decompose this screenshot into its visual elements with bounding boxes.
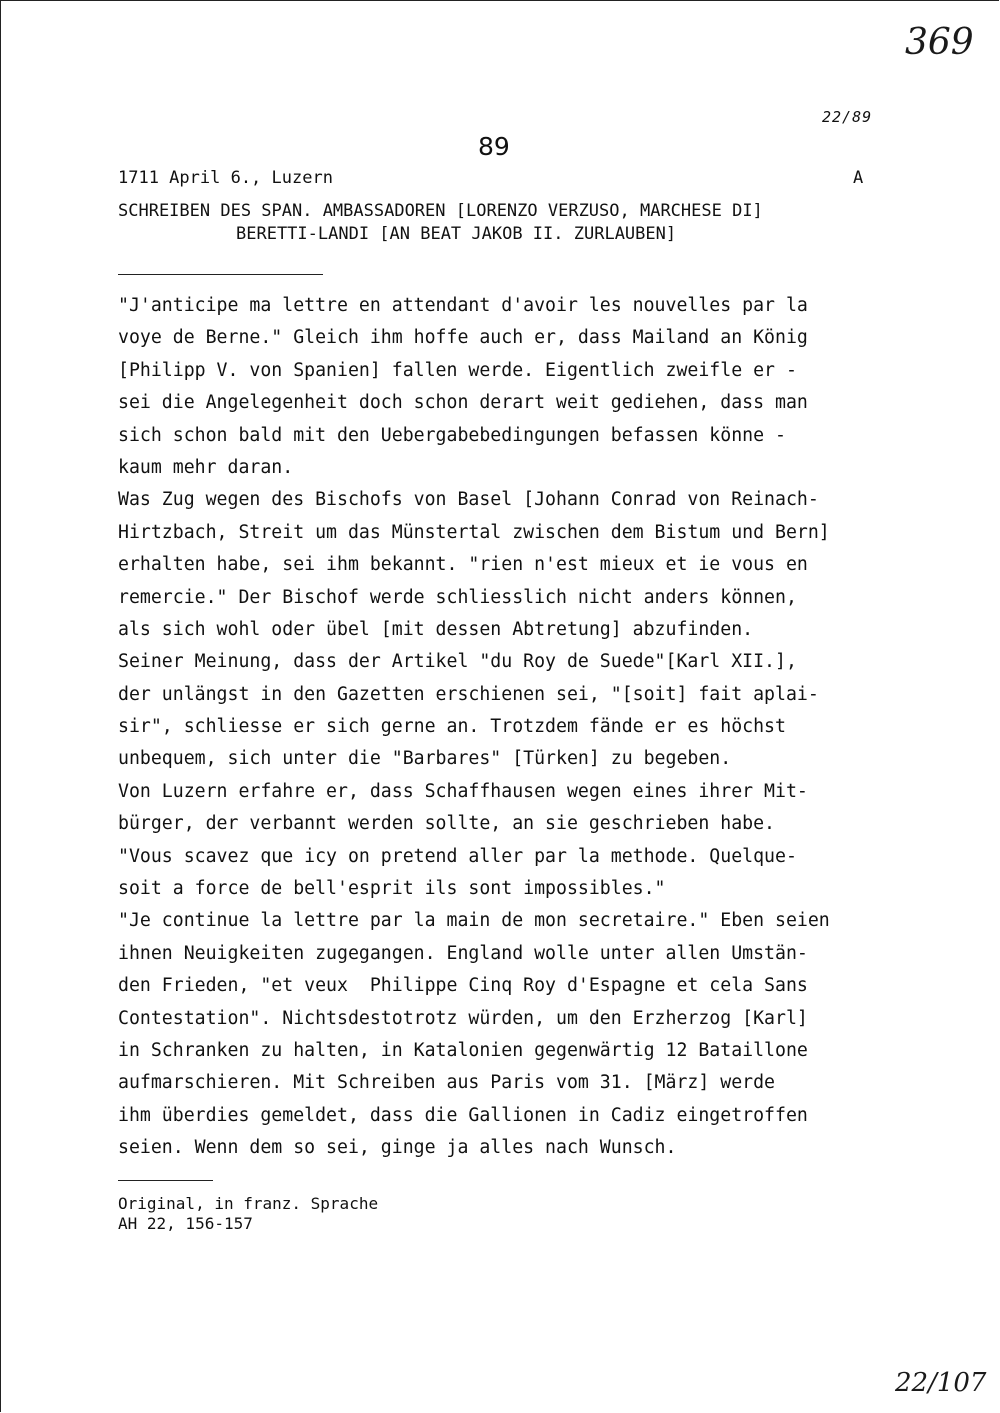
text-line: Hirtzbach, Streit um das Münstertal zwischen dem Bistum und Bern] (118, 521, 830, 543)
text-line: bürger, der verbannt werden sollte, an sie geschrieben habe. (118, 813, 775, 835)
text-line: sei die Angelegenheit doch schon derart weit gediehen, dass man (118, 392, 808, 414)
footnote-separator (118, 1180, 213, 1181)
source-note-archive-ref: AH 22, 156-157 (118, 1214, 253, 1233)
date-place: 1711 April 6., Luzern (118, 168, 333, 188)
source-note-original: Original, in franz. Sprache (118, 1194, 379, 1213)
text-line: seien. Wenn dem so sei, ginge ja alles nach Wunsch. (118, 1137, 677, 1159)
source-notes (118, 1194, 378, 1234)
text-line: Contestation". Nichtsdestotrotz würden, um den Erzherzog [Karl] (118, 1007, 808, 1029)
text-line: Von Luzern erfahre er, dass Schaffhausen wegen eines ihrer Mit- (118, 780, 808, 802)
header-separator (118, 274, 323, 275)
text-line: remercie." Der Bischof werde schliesslich nicht anders können, (118, 586, 797, 608)
text-line: kaum mehr daran. (118, 456, 294, 478)
text-line: aufmarschieren. Mit Schreiben aus Paris vom 31. [März] werde (118, 1072, 775, 1094)
file-reference: 22/89 (822, 108, 873, 126)
text-line: unbequem, sich unter die "Barbares" [Türken] zu begeben. (118, 748, 732, 770)
document-title-line-2: BERETTI-LANDI [AN BEAT JAKOB II. ZURLAUBEN] (236, 224, 677, 244)
letter-summary (118, 290, 898, 1165)
text-line: als sich wohl oder übel [mit dessen Abtretung] abzufinden. (118, 618, 754, 640)
text-line: "Vous scavez que icy on pretend aller par la methode. Quelque- (118, 845, 797, 867)
text-line: sich schon bald mit den Uebergabebedingungen befassen könne - (118, 424, 786, 446)
text-line: Seiner Meinung, dass der Artikel "du Roy de Suede"[Karl XII.], (118, 651, 797, 673)
text-line: "J'anticipe ma lettre en attendant d'avoir les nouvelles par la (118, 295, 808, 316)
text-line: sir", schliesse er sich gerne an. Trotzdem fände er es höchst (118, 716, 786, 738)
text-line: ihm überdies gemeldet, dass die Gallionen in Cadiz eingetroffen (118, 1104, 808, 1126)
document-number: 89 (478, 132, 510, 161)
text-line: soit a force de bell'esprit ils sont impossibles." (118, 878, 666, 900)
handwritten-page-number: 369 (905, 22, 974, 63)
text-line: [Philipp V. von Spanien] fallen werde. Eigentlich zweifle er - (118, 359, 797, 381)
category-letter: A (853, 168, 864, 188)
text-line: erhalten habe, sei ihm bekannt. "rien n'est mieux et ie vous en (118, 554, 808, 576)
text-line: der unlängst in den Gazetten erschienen sei, "[soit] fait aplai- (118, 683, 819, 705)
text-line: Was Zug wegen des Bischofs von Basel [Johann Conrad von Reinach- (118, 489, 819, 511)
handwritten-footer-number: 22/107 (895, 1368, 987, 1398)
text-line: "Je continue la lettre par la main de mon secretaire." Eben seien (118, 910, 830, 932)
text-line: den Frieden, "et veux Philippe Cinq Roy d'Espagne et cela Sans (118, 975, 808, 997)
document-title-line-1: SCHREIBEN DES SPAN. AMBASSADOREN [LORENZO VERZUSO, MARCHESE DI] (118, 201, 763, 221)
text-line: ihnen Neuigkeiten zugegangen. England wolle unter allen Umstän- (118, 942, 808, 964)
text-line: voye de Berne." Gleich ihm hoffe auch er, dass Mailand an König (118, 327, 808, 349)
text-line: in Schranken zu halten, in Katalonien gegenwärtig 12 Bataillone (118, 1039, 808, 1061)
